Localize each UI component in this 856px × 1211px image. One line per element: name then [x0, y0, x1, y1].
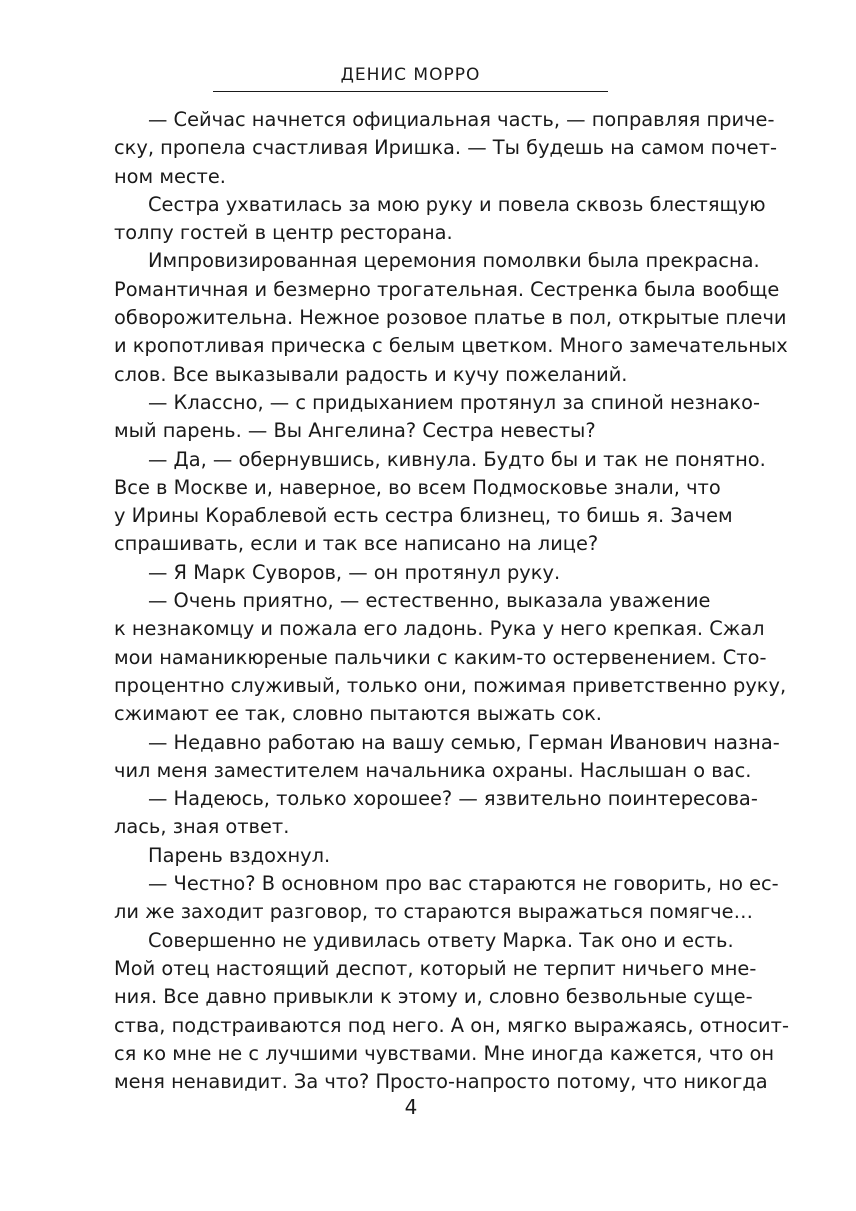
paragraph — [114, 785, 758, 842]
text-line: ли же заходит разговор, то стараются выражаться помягче… — [114, 900, 753, 924]
text-line: ния. Все давно привыкли к этому и, словно безвольные суще- — [114, 985, 753, 1009]
text-line: ся ко мне не с лучшими чувствами. Мне иногда кажется, что он — [114, 1041, 775, 1065]
text-line: Сестра ухватилась за мою руку и повела сквозь блестящую — [148, 192, 766, 216]
text-line: лась, зная ответ. — [114, 815, 290, 839]
text-line: обворожительна. Нежное розовое платье в пол, открытые плечи — [114, 306, 787, 330]
text-line: — Надеюсь, только хорошее? — язвительно поинтересова- — [148, 787, 758, 811]
paragraph — [114, 446, 766, 559]
text-line: ном месте. — [114, 164, 226, 188]
text-line: чил меня заместителем начальника охраны. Наслышан о вас. — [114, 758, 752, 782]
text-line: сжимают ее так, словно пытаются выжать сок. — [114, 702, 602, 726]
paragraph — [114, 870, 779, 927]
paragraph — [114, 729, 780, 786]
text-line: толпу гостей в центр ресторана. — [114, 221, 453, 245]
paragraph — [114, 106, 777, 191]
text-line: мый парень. — Вы Ангелина? Сестра невесты? — [114, 419, 596, 443]
text-line: Парень вздохнул. — [148, 843, 331, 867]
paragraph — [114, 587, 787, 728]
text-line: слов. Все выказывали радость и кучу пожеланий. — [114, 362, 628, 386]
body-text — [114, 106, 789, 1096]
paragraph — [114, 389, 761, 446]
text-line: Мой отец настоящий деспот, который не терпит ничьего мне- — [114, 956, 757, 980]
paragraph — [114, 842, 710, 870]
text-line: — Честно? В основном про вас стараются не говорить, но ес- — [148, 872, 779, 896]
text-line: процентно служивый, только они, пожимая приветственно руку, — [114, 673, 787, 697]
paragraph — [114, 191, 766, 248]
header-divider — [213, 91, 608, 92]
text-line: и кропотливая прическа с белым цветком. Много замечательных — [114, 334, 788, 358]
text-line: — Классно, — с придыханием протянул за спиной незнако- — [148, 390, 761, 414]
paragraph — [114, 559, 710, 587]
running-header — [213, 63, 608, 92]
text-line: Совершенно не удивилась ответу Марка. Так оно и есть. — [148, 928, 734, 952]
paragraph — [114, 247, 788, 388]
text-line: — Да, — обернувшись, кивнула. Будто бы и так не понятно. — [148, 447, 766, 471]
text-line: — Я Марк Суворов, — он протянул руку. — [148, 560, 561, 584]
text-line: у Ирины Кораблевой есть сестра близнец, то бишь я. Зачем — [114, 504, 733, 528]
text-line: ства, подстраиваются под него. А он, мягко выражаясь, относит- — [114, 1013, 789, 1037]
text-line: спрашивать, если и так все написано на лице? — [114, 532, 599, 556]
text-line: Импровизированная церемония помолвки была прекрасна. — [148, 249, 760, 273]
text-line: — Сейчас начнется официальная часть, — поправляя приче- — [148, 108, 775, 131]
text-line: — Недавно работаю на вашу семью, Герман Иванович назна- — [148, 730, 780, 754]
text-line: мои наманикюреные пальчики с каким-то остервенением. Сто- — [114, 645, 767, 669]
paragraph — [114, 927, 789, 1097]
text-line: — Очень приятно, — естественно, выказала уважение — [148, 589, 711, 613]
text-line: ску, пропела счастливая Иришка. — Ты будешь на самом почет- — [114, 136, 777, 160]
text-line: Все в Москве и, наверное, во всем Подмосковье знали, что — [114, 475, 721, 499]
text-line: к незнакомцу и пожала его ладонь. Рука у него крепкая. Сжал — [114, 617, 765, 641]
text-line: меня ненавидит. За что? Просто-напросто потому, что никогда — [114, 1070, 768, 1094]
page-number: 4 — [404, 1095, 418, 1119]
text-line: Романтичная и безмерно трогательная. Сестренка была вообще — [114, 277, 780, 301]
running-header-title: ДЕНИС МОРРО — [340, 65, 481, 85]
